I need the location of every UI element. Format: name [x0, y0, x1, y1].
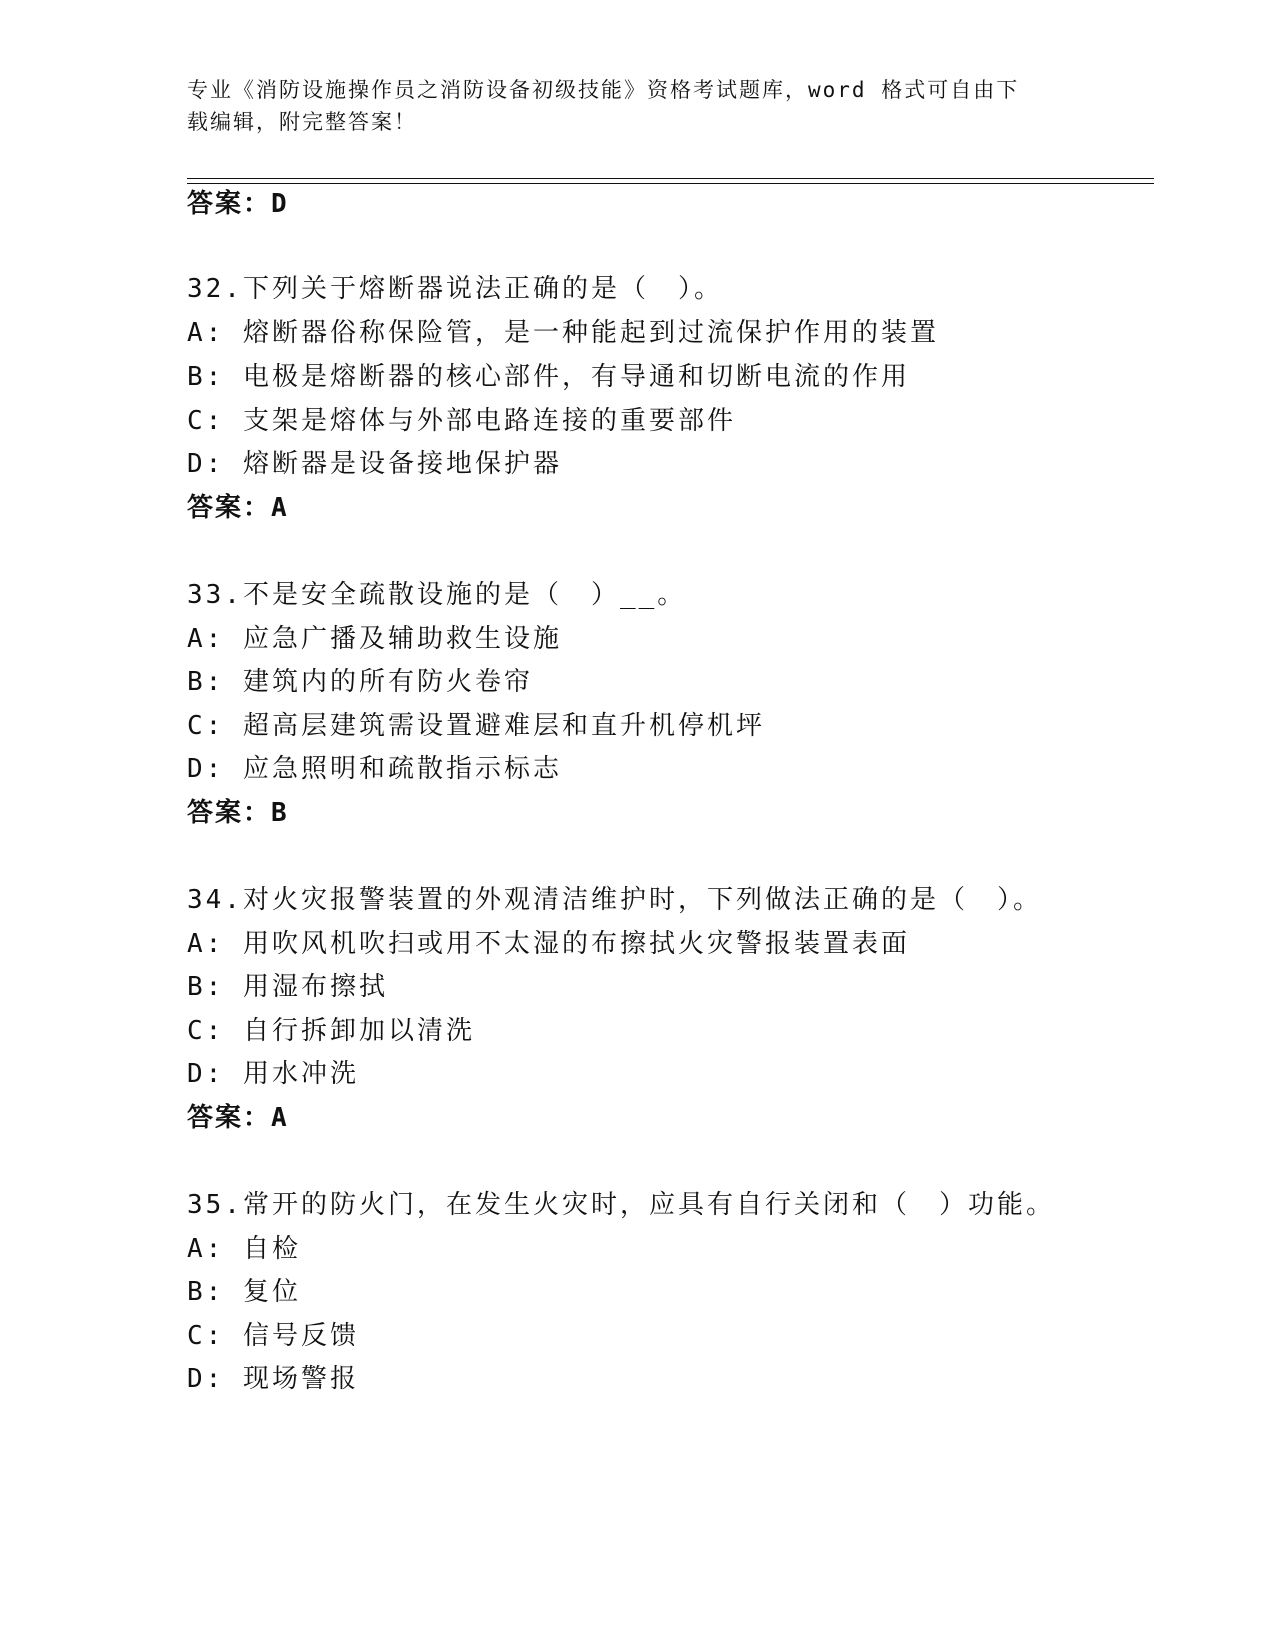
question-35-option-d: D: 现场警报 [187, 1364, 359, 1394]
question-33-option-d: D: 应急照明和疏散指示标志 [187, 754, 562, 784]
question-33-stem: 33.不是安全疏散设施的是（ ）__。 [187, 580, 687, 610]
header-line-1: 专业《消防设施操作员之消防设备初级技能》资格考试题库，word 格式可自由下 [187, 78, 1020, 102]
question-35-stem: 35.常开的防火门，在发生火灾时，应具有自行关闭和（ ）功能。 [187, 1190, 1055, 1220]
question-35-option-b: B: 复位 [187, 1277, 301, 1307]
document-header [187, 74, 1087, 138]
question-32-stem: 32.下列关于熔断器说法正确的是（ ）。 [187, 274, 723, 304]
previous-answer: 答案：D [187, 189, 289, 219]
question-33-option-b: B: 建筑内的所有防火卷帘 [187, 667, 533, 697]
header-divider-bottom [187, 183, 1154, 184]
question-34-option-d: D: 用水冲洗 [187, 1059, 359, 1089]
question-32-answer: 答案：A [187, 493, 289, 523]
question-35-option-a: A: 自检 [187, 1234, 301, 1264]
header-line-2: 载编辑，附完整答案！ [187, 110, 417, 134]
question-32-option-c: C: 支架是熔体与外部电路连接的重要部件 [187, 406, 736, 436]
question-32-option-b: B: 电极是熔断器的核心部件，有导通和切断电流的作用 [187, 362, 910, 392]
question-34-answer: 答案：A [187, 1103, 289, 1133]
question-33-answer: 答案：B [187, 798, 289, 828]
question-32-option-a: A: 熔断器俗称保险管，是一种能起到过流保护作用的装置 [187, 318, 939, 348]
question-35-option-c: C: 信号反馈 [187, 1321, 359, 1351]
question-34-option-a: A: 用吹风机吹扫或用不太湿的布擦拭火灾警报装置表面 [187, 929, 910, 959]
question-34-option-c: C: 自行拆卸加以清洗 [187, 1016, 475, 1046]
question-34-stem: 34.对火灾报警装置的外观清洁维护时，下列做法正确的是（ ）。 [187, 885, 1042, 915]
question-34-option-b: B: 用湿布擦拭 [187, 972, 388, 1002]
header-divider-top [187, 178, 1154, 179]
question-32-option-d: D: 熔断器是设备接地保护器 [187, 449, 562, 479]
question-33-option-a: A: 应急广播及辅助救生设施 [187, 624, 562, 654]
question-33-option-c: C: 超高层建筑需设置避难层和直升机停机坪 [187, 711, 765, 741]
